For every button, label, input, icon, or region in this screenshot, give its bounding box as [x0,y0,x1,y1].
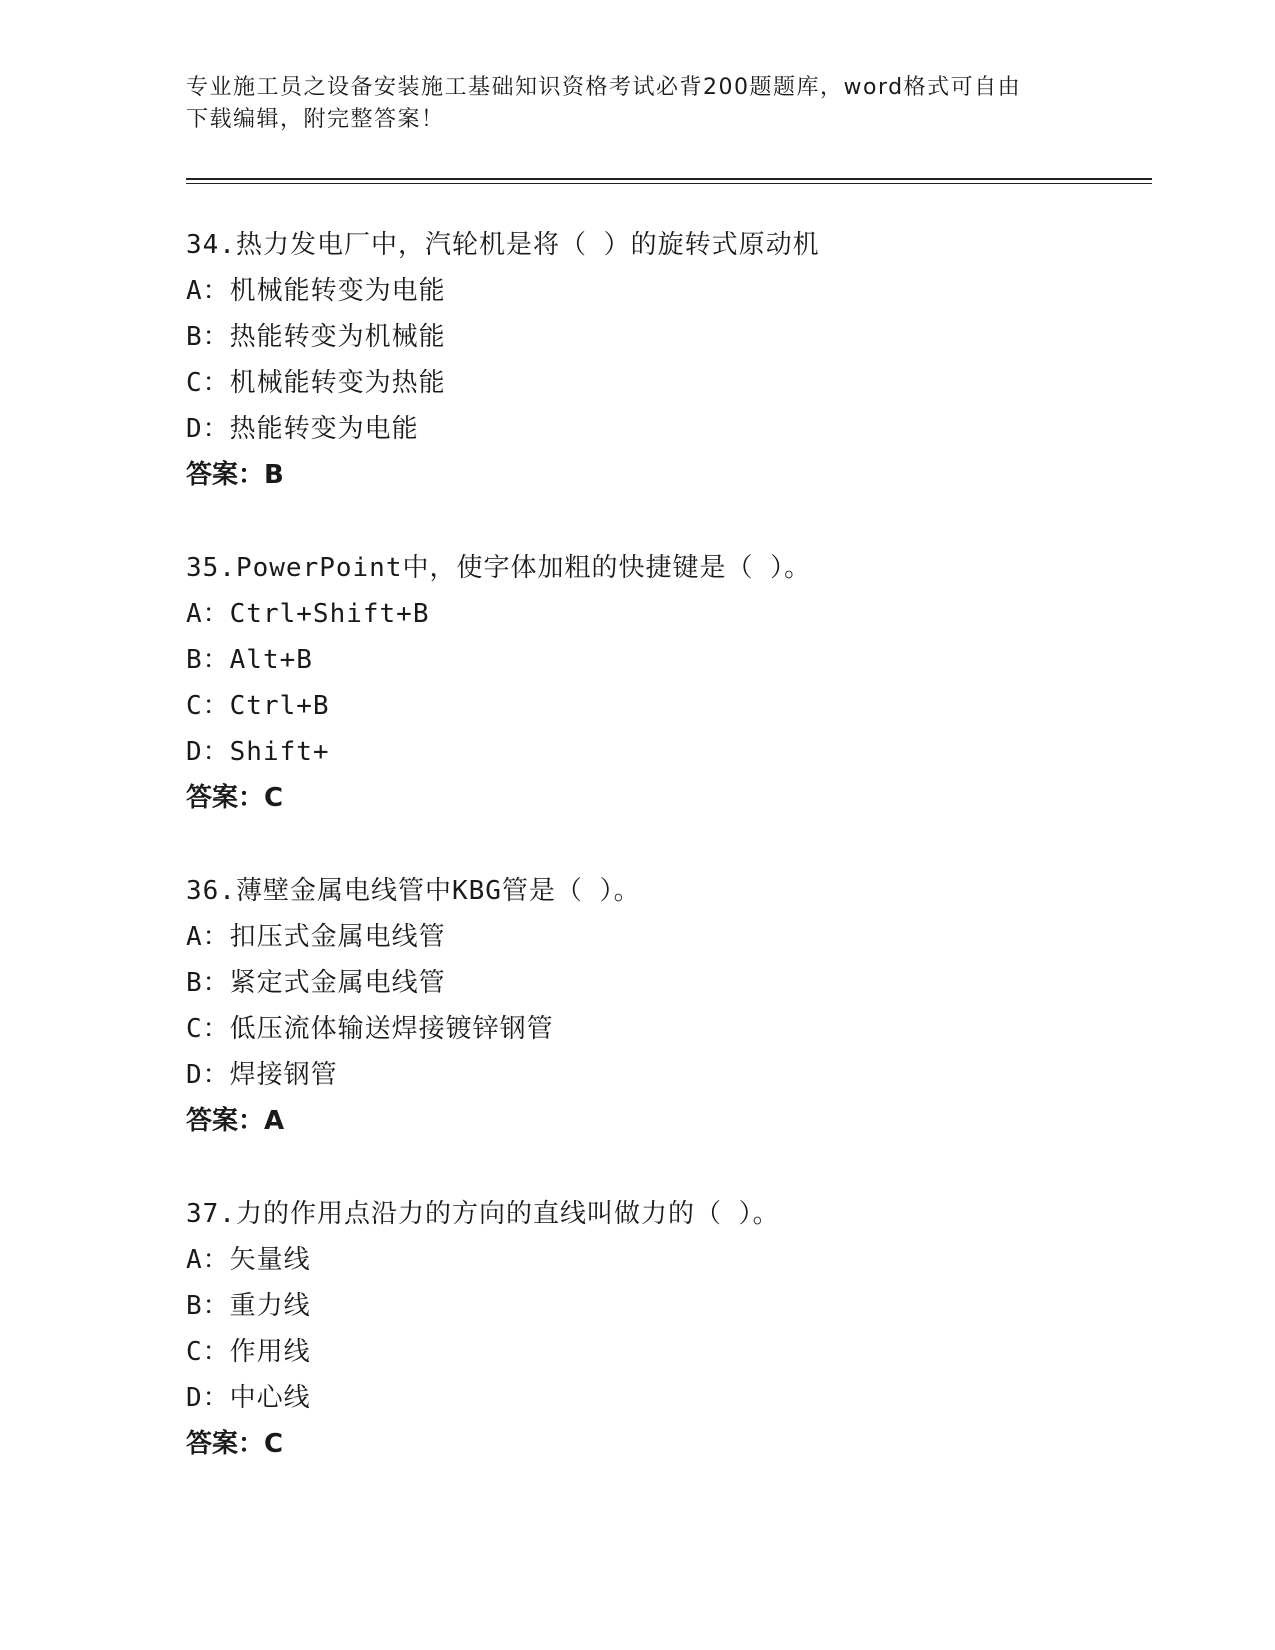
question-stem: 35.PowerPoint中，使字体加粗的快捷键是（ ）。 [186,553,812,583]
answer-line [186,452,1146,498]
option-a: A：扣压式金属电线管 [186,922,446,952]
option-b: B：重力线 [186,1291,311,1321]
answer-label: 答案： [186,783,265,813]
option-b: B：紧定式金属电线管 [186,968,446,998]
option-a: A：机械能转变为电能 [186,276,446,306]
question-36 [186,868,1146,1144]
answer-line [186,1098,1146,1144]
question-34 [186,222,1146,498]
option-b: B：热能转变为机械能 [186,322,446,352]
document-header [186,72,1086,136]
answer-label: 答案： [186,1429,265,1459]
question-stem: 36.薄壁金属电线管中KBG管是（ ）。 [186,876,641,906]
option-b: B：Alt+B [186,645,313,675]
option-d: D：焊接钢管 [186,1060,338,1090]
question-stem: 37.力的作用点沿力的方向的直线叫做力的（ ）。 [186,1199,780,1229]
option-c: C：机械能转变为热能 [186,368,446,398]
answer-value: B [264,460,284,490]
answer-line [186,1421,1146,1467]
question-37 [186,1191,1146,1467]
answer-line [186,775,1146,821]
question-35 [186,545,1146,821]
option-d: D：热能转变为电能 [186,414,419,444]
header-divider-thin [186,183,1152,184]
header-line-2: 下载编辑，附完整答案！ [186,107,445,132]
option-d: D：Shift+ [186,737,330,767]
answer-value: A [264,1106,285,1136]
option-a: A：Ctrl+Shift+B [186,599,430,629]
header-line-1: 专业施工员之设备安装施工基础知识资格考试必背200题题库，word格式可自由 [186,75,1022,100]
header-divider-thick [186,178,1152,180]
option-a: A：矢量线 [186,1245,311,1275]
answer-value: C [264,783,284,813]
option-c: C：作用线 [186,1337,311,1367]
question-stem: 34.热力发电厂中，汽轮机是将（ ）的旋转式原动机 [186,230,820,260]
answer-label: 答案： [186,1106,265,1136]
answer-value: C [264,1429,284,1459]
option-c: C：低压流体输送焊接镀锌钢管 [186,1014,554,1044]
answer-label: 答案： [186,460,265,490]
option-d: D：中心线 [186,1383,311,1413]
option-c: C：Ctrl+B [186,691,330,721]
